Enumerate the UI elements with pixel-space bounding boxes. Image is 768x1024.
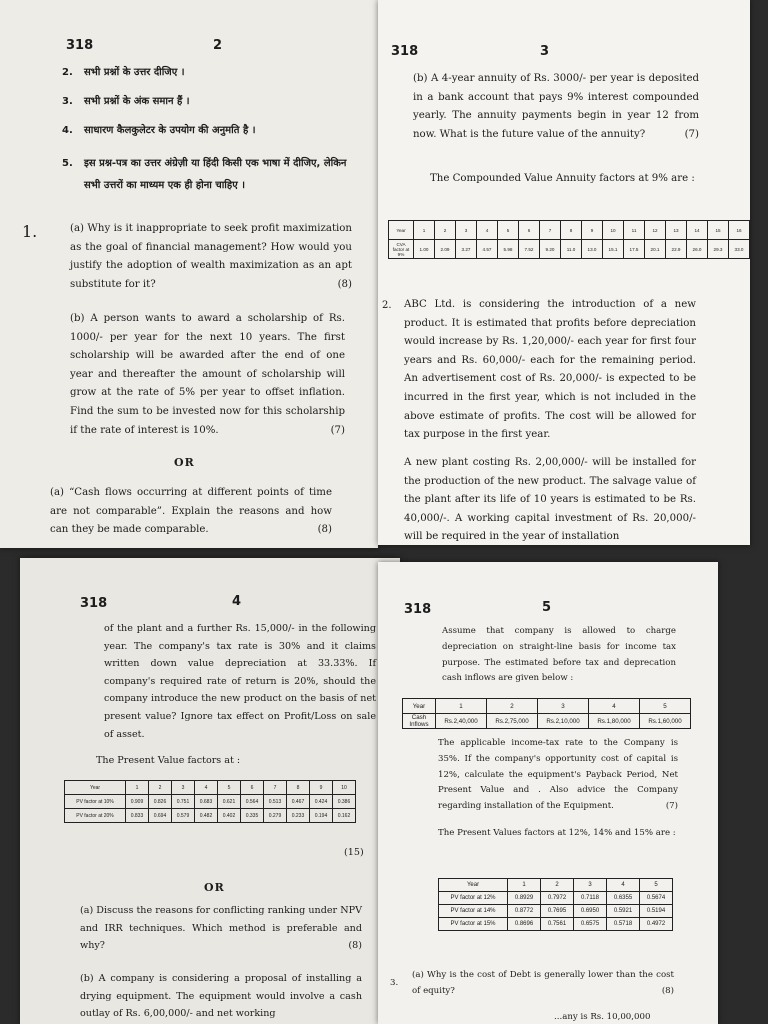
question-1b-or: (b) A 4-year annuity of Rs. 3000/- per year is deposited in a bank account that pays 9% interest compounded yearly. The annuity payments begin in year 12 from now. What is the future value of the annuity? (7) xyxy=(413,70,699,144)
table-row: Year 1 2 3 4 5 xyxy=(403,699,691,714)
marks: (8) xyxy=(317,524,332,536)
table-row: PV factor at 20% 0.833 0.694 0.579 0.482 0.402 0.335 0.279 0.233 0.194 0.162 xyxy=(65,809,356,823)
question-3a: (a) Why is the cost of Debt is generally lower than the cost of equity? (8) xyxy=(412,968,674,1000)
table-row: Year 1 2 3 4 5 6 7 8 9 10 11 12 13 14 15 16 xyxy=(389,221,750,240)
marks: (15) xyxy=(344,847,364,858)
table-row: Year 1 2 3 4 5 6 7 8 9 10 xyxy=(65,781,356,795)
table-row: Year 1 2 3 4 5 xyxy=(439,879,673,892)
table-row: PV factor at 12% 0.8929 0.7972 0.7118 0.6355 0.5674 xyxy=(439,892,673,905)
question-2-continued: A new plant costing Rs. 2,00,000/- will be installed for the production of the new product. The salvage value of the plant after its life of 10 years is estimated to be Rs. 40,000/-. A working capital investment of Rs. 20,000/- will be required in the year of installation xyxy=(404,457,696,543)
marks: (7) xyxy=(330,424,345,436)
question-2b-continued: Assume that company is allowed to charge depreciation on straight-line basis for income tax purpose. The estimated before tax and deprecation cash inflows are given below : xyxy=(442,626,676,684)
or-divider: OR xyxy=(204,881,225,894)
marks: (8) xyxy=(337,278,352,290)
paper-code: 318 xyxy=(404,602,432,617)
question-2: ABC Ltd. is considering the introduction of a new product. It is estimated that profits before depreciation would increase by Rs. 1,20,000/- each year for first four years and Rs. 60,000/- each for the remaining period. An advertisement cost of Rs. 20,000/- is expected to be incurred in the first year, which is not included in the above estimate of profits. The cost will be allowed for tax purpose in the first year. xyxy=(404,299,696,441)
instruction-item: 4. साधारण कैलकुलेटर के उपयोग की अनुमति है । xyxy=(62,125,256,136)
table-row: PV factor at 15% 0.8696 0.7561 0.6575 0.5718 0.4972 xyxy=(439,918,673,931)
question-number: 2. xyxy=(382,300,392,311)
question-3b-fragment: ...any is Rs. 10,00,000 xyxy=(554,1012,651,1022)
question-number: 3. xyxy=(390,978,399,988)
table-row: PV factor at 10% 0.909 0.826 0.751 0.683 0.621 0.564 0.513 0.467 0.424 0.386 xyxy=(65,795,356,809)
page-number: 4 xyxy=(232,594,242,609)
page-3 xyxy=(378,0,750,545)
question-1a-or: (a) “Cash flows occurring at different points of time are not comparable”. Explain the reasons and how can they be made comparable. (8) xyxy=(50,484,332,540)
page-number: 5 xyxy=(542,600,552,615)
cva-table-title: The Compounded Value Annuity factors at 9% are : xyxy=(430,173,695,184)
table-row: PV factor at 14% 0.8772 0.7695 0.6950 0.5921 0.5194 xyxy=(439,905,673,918)
page-5 xyxy=(378,562,718,1024)
question-2b-paragraph: The applicable income-tax rate to the Company is 35%. If the company's opportunity cost of capital is 12%, calculate the equipment's Payback Period, Net Present Value and . Also advice the Company regarding installation of the Equipment. (7) xyxy=(438,736,678,815)
marks: (7) xyxy=(684,128,699,140)
paper-code: 318 xyxy=(80,596,108,611)
pv-table-title: The Present Values factors at 12%, 14% and 15% are : xyxy=(438,828,676,838)
marks: (7) xyxy=(665,801,678,812)
question-2a-or: (a) Discuss the reasons for conflicting ranking under NPV and IRR techniques. Which method is preferable and why? (8) xyxy=(80,902,362,955)
paper-code: 318 xyxy=(391,44,419,59)
page-number: 3 xyxy=(540,44,550,59)
question-1b: (b) A person wants to award a scholarship of Rs. 1000/- per year for the next 10 years. The first scholarship will be awarded after the end of one year and thereafter the amount of scholarship will grow at the rate of 5% per year to offset inflation. Find the sum to be invested now for this scholarship if the rate of interest is 10%. (7) xyxy=(70,310,345,440)
instruction-item: 5. इस प्रश्न-पत्र का उत्तर अंग्रेज़ी या हिंदी किसी एक भाषा में दीजिए, लेकिन सभी उत्तरों का माध्यम एक ही होना चाहिए । xyxy=(62,158,347,191)
pv-table-title: The Present Value factors at : xyxy=(96,755,241,766)
pv-factor-table xyxy=(438,878,673,931)
instruction-item: 2. सभी प्रश्नों के उत्तर दीजिए । xyxy=(62,67,185,78)
instruction-item: 3. सभी प्रश्नों के अंक समान हैं । xyxy=(62,96,190,107)
question-1a: (a) Why is it inappropriate to seek profit maximization as the goal of financial management? How would you justify the adoption of wealth maximization as an apt substitute for it? (8) xyxy=(70,220,352,294)
table-row: Cash Inflows Rs.2,40,000 Rs.2,75,000 Rs.2,10,000 Rs.1,80,000 Rs.1,60,000 xyxy=(403,714,691,729)
cva-factor-table xyxy=(388,220,750,259)
question-number: 1. xyxy=(22,222,38,241)
paper-code: 318 xyxy=(66,38,94,53)
page-2 xyxy=(0,0,378,548)
cash-inflows-table xyxy=(402,698,691,729)
page-number: 2 xyxy=(213,38,223,53)
marks: (8) xyxy=(661,985,674,996)
marks: (8) xyxy=(348,940,362,952)
question-2-continued: of the plant and a further Rs. 15,000/- in the following year. The company's tax rate is 30% and it claims written down value depreciation at 33.33%. If company's required rate of return is 20%, should the company introduce the new product on the basis of net present value? Ignore tax effect on Profit/Loss on sale of asset. xyxy=(104,623,376,740)
page-4 xyxy=(20,558,400,1024)
question-2b-or: (b) A company is considering a proposal of installing a drying equipment. The equipment would involve a cash outlay of Rs. 6,00,000/- and net working xyxy=(80,973,362,1020)
hindi-instructions xyxy=(62,66,362,197)
table-row: CVA factor at 9% 1.00 2.09 3.27 4.57 5.98 7.52 9.20 11.0 13.0 15.1 17.5 20.1 22.9 26.0 29.3 33.0 xyxy=(389,240,750,259)
or-divider: OR xyxy=(174,456,195,469)
pv-factor-table xyxy=(64,780,356,823)
